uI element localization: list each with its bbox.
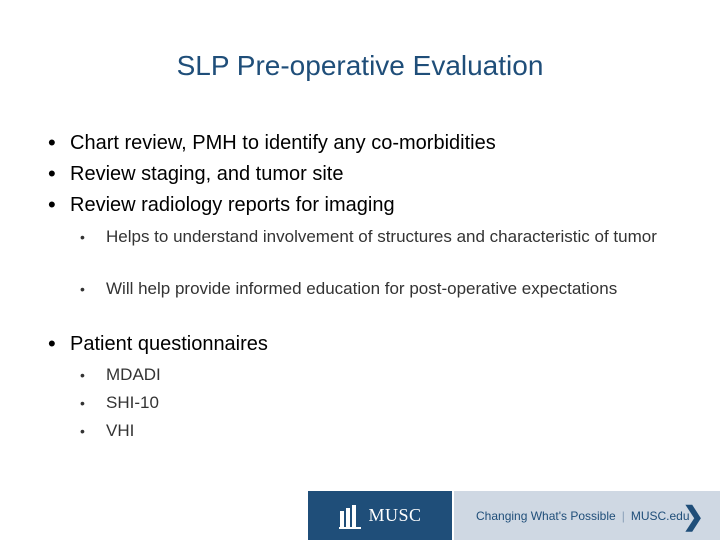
bullet-dot: • [48,130,56,155]
slide-title: SLP Pre-operative Evaluation [176,50,544,81]
bullet-item [48,130,496,155]
bullet-item [48,331,268,356]
sub-bullet-dot: • [80,367,85,383]
tagline: Changing What's Possible [476,508,616,523]
sub-bullet-text: SHI-10 [106,393,159,412]
sub-bullet-item [80,277,680,301]
chevron-right-icon[interactable]: ❯ [682,501,704,531]
building-icon [338,503,364,529]
sub-bullet-dot: • [80,423,85,439]
bullet-dot: • [48,331,56,356]
bullet-text: Review staging, and tumor site [70,163,344,185]
sub-bullet-item [80,225,680,249]
sub-bullet-item [80,419,680,443]
bullet-dot: • [48,192,56,217]
sub-bullet-text: VHI [106,421,135,440]
sub-bullet-text: Will help provide informed education for post-operative expectations [106,279,618,298]
bullet-item [48,192,395,217]
bullet-item [48,161,344,186]
sub-bullet-dot: • [80,229,85,245]
separator: | [621,508,625,523]
footer-banner [308,491,720,540]
bullet-text: Review radiology reports for imaging [70,194,395,216]
musc-logo [308,491,452,540]
bullet-text: Chart review, PMH to identify any co-morbidities [70,132,496,154]
sub-bullet-dot: • [80,395,85,411]
sub-bullet-text: MDADI [106,365,161,384]
sub-bullet-dot: • [80,281,85,297]
tagline-bar [452,491,720,540]
sub-bullet-item [80,391,680,415]
bullet-dot: • [48,161,56,186]
sub-bullet-item [80,363,680,387]
website-link[interactable]: MUSC.edu [630,508,690,523]
sub-bullet-text: Helps to understand involvement of structures and characteristic of tumor [106,227,657,246]
logo-text: MUSC [368,505,422,525]
bullet-text: Patient questionnaires [70,333,268,355]
